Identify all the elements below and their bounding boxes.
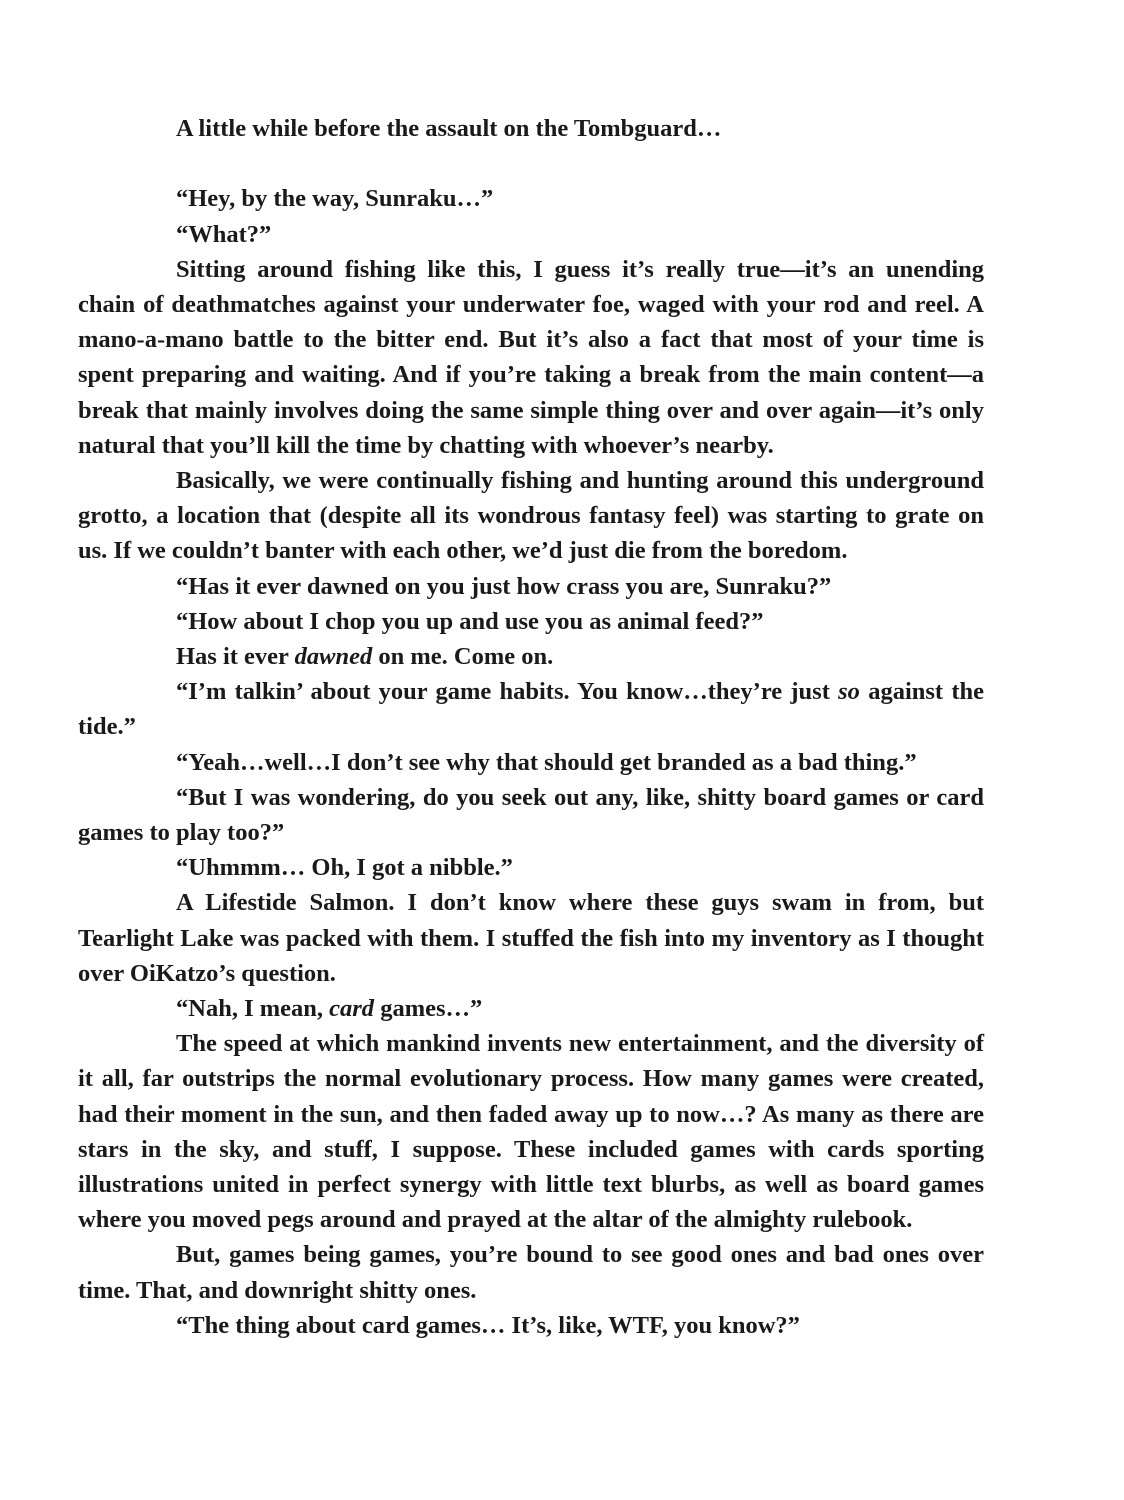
paragraph-dialogue: “Uhmmm… Oh, I got a nibble.” (176, 854, 513, 882)
paragraph-dialogue: “How about I chop you up and use you as animal feed?” (176, 607, 764, 635)
paragraph-dialogue: “The thing about card games… It’s, like, WTF, you know?” (176, 1311, 800, 1339)
text-run: Has it ever (176, 643, 295, 671)
paragraph-narration: But, games being games, you’re bound to see good ones and bad ones over time. That, and downright shitty ones. (78, 1241, 984, 1304)
text-run: on me. Come on. (372, 643, 554, 671)
text-run: “Nah, I mean, (176, 995, 330, 1023)
paragraph-scene-intro: A little while before the assault on the Tombguard… (176, 115, 722, 142)
emphasis-text: dawned (294, 643, 373, 671)
text-run: “I’m talkin’ about your game habits. You know…they’re just (176, 678, 839, 706)
paragraph-dialogue: “What?” (176, 220, 272, 248)
paragraph-dialogue: “Hey, by the way, Sunraku…” (176, 185, 494, 213)
paragraph-dialogue: “But I was wondering, do you seek out any, like, shitty board games or card games to play too?” (78, 783, 984, 847)
paragraph-dialogue (78, 674, 984, 744)
emphasis-text: so (838, 678, 860, 706)
paragraph-narration: Sitting around fishing like this, I guess it’s really true—it’s an unending chain of deathmatches against your underwater foe, waged with your rod and reel. A mano-a-mano battle to the bitter end. But it’s also a fact that most of your time is spent preparing and waiting. And if you’re taking a break from the main content—a break that mainly involves doing the same simple thing over and over again—it’s only natural that you’ll kill the time by chatting with whoever’s nearby. (78, 255, 984, 459)
paragraph-dialogue: “Has it ever dawned on you just how crass you are, Sunraku?” (176, 572, 832, 600)
paragraph-narration: The speed at which mankind invents new entertainment, and the diversity of it all, far outstrips the normal evolutionary process. How many games were created, had their moment in the sun, and then faded away up to now…? As many as there are stars in the sky, and stuff, I suppose. These included games with cards sporting illustrations united in perfect synergy with little text blurbs, as well as board games where you moved pegs around and prayed at the altar of the almighty rulebook. (78, 1030, 984, 1234)
paragraph-narration (78, 639, 984, 674)
paragraph-narration: Basically, we were continually fishing and hunting around this underground grotto, a location that (despite all its wondrous fantasy feel) was starting to grate on us. If we couldn’t banter with each other, we’d just die from the boredom. (78, 467, 984, 565)
text-run: against the tide.” (78, 678, 984, 741)
paragraph-dialogue: “Yeah…well…I don’t see why that should get branded as a bad thing.” (176, 748, 917, 776)
emphasis-text: card (329, 995, 375, 1023)
text-run: games…” (374, 995, 483, 1023)
paragraph-dialogue (78, 991, 984, 1026)
paragraph-narration: A Lifestide Salmon. I don’t know where these guys swam in from, but Tearlight Lake was packed with them. I stuffed the fish into my inventory as I thought over OiKatzo’s question. (78, 889, 984, 987)
